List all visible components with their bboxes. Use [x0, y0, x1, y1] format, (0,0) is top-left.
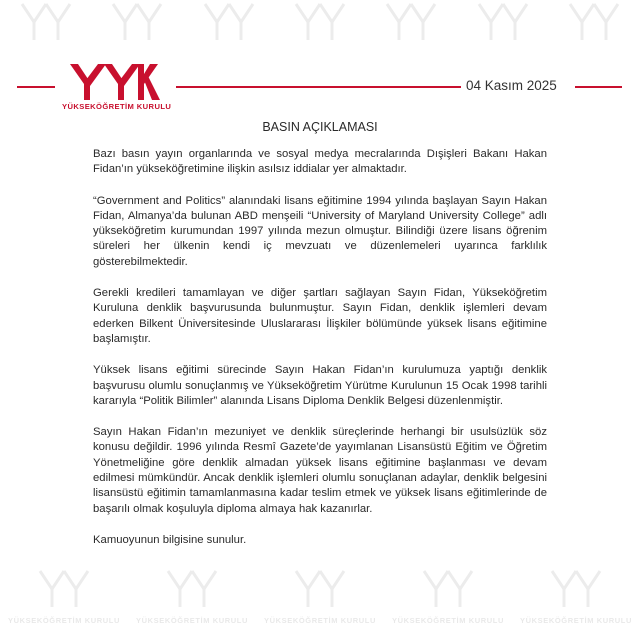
- letterhead: [0, 62, 640, 114]
- watermark-text: YÜKSEKÖĞRETİM KURULU: [7, 616, 120, 625]
- watermark-text: YÜKSEKÖĞRETİM KURULU: [135, 616, 248, 625]
- paragraph-4: Yüksek lisans eğitimi sürecinde Sayın Hakan Fidan’ın kurulumuza yaptığı denklik başvurusu olumlu sonuçlanmış ve Yükseköğretim Yürütme Kurulunun 15 Ocak 1998 tarihli kararıyla “Politik Bilimler” alanında Lisans Diploma Denklik Belgesi düzenlenmiştir.: [93, 364, 547, 407]
- watermark-text: YÜKSEKÖĞRETİM KURULU: [263, 616, 376, 625]
- document-body: [93, 147, 547, 564]
- document-date: 04 Kasım 2025: [466, 78, 557, 93]
- header-rule-far: [575, 86, 622, 88]
- paragraph-5: Sayın Hakan Fidan’ın mezuniyet ve denklik süreçlerinde herhangi bir usulsüzlük söz konusu değildir. 1996 yılında Resmî Gazete’de yayımlanan Lisansüstü Eğitim ve Öğretim Yönetmeliğine göre denklik almadan yüksek lisans eğitimine başlanması ve devam edilmesi mümkündür. Ancak denklik işlemleri olumlu sonuçlanan adaylar, denklik belgesini lisansüstü eğitimin tamamlanmasına kadar teslim etmek ve yüksek lisans eğitimlerinde de başarılı olmak koşuluyla diploma almaya hak kazanırlar.: [93, 426, 547, 515]
- watermark-bottom: [0, 569, 640, 629]
- yok-logo-icon: [64, 64, 160, 102]
- document-title: BASIN AÇIKLAMASI: [262, 120, 378, 134]
- yok-watermark-icon: [477, 2, 529, 47]
- header-rule-left: [17, 86, 55, 88]
- yok-watermark-icon: [568, 2, 620, 47]
- yok-watermark-icon: [38, 569, 90, 614]
- yok-watermark-icon: [294, 569, 346, 614]
- header-rule-right: [176, 86, 461, 88]
- yok-watermark-icon: [550, 569, 602, 614]
- yok-watermark-icon: [111, 2, 163, 47]
- yok-watermark-icon: [294, 2, 346, 47]
- yok-watermark-icon: [385, 2, 437, 47]
- logo-text: YÜKSEKÖĞRETİM KURULU: [62, 102, 172, 111]
- paragraph-3: Gerekli kredileri tamamlayan ve diğer şartları sağlayan Sayın Fidan, Yükseköğretim Kuruluna denklik başvurusunda bulunmuştur. Sayın Fidan, denklik işlemleri devam ederken Bilkent Üniversitesinde Uluslararası İlişkiler bölümünde yüksek lisans eğitimine başlamıştır.: [93, 287, 547, 345]
- yok-watermark-icon: [422, 569, 474, 614]
- paragraph-1: Bazı basın yayın organlarında ve sosyal medya mecralarında Dışişleri Bakanı Hakan Fidan’ın yükseköğretimine ilişkin asılsız iddialar yer almaktadır.: [93, 148, 547, 176]
- yok-watermark-icon: [203, 2, 255, 47]
- yok-watermark-icon: [20, 2, 72, 47]
- watermark-text: YÜKSEKÖĞRETİM KURULU: [519, 616, 632, 625]
- paragraph-6: Kamuoyunun bilgisine sunulur.: [93, 533, 247, 546]
- watermark-top: [0, 0, 640, 48]
- paragraph-2: “Government and Politics” alanındaki lisans eğitimine 1994 yılında başlayan Sayın Hakan Fidan, Almanya’da bulunan ABD menşeili “University of Maryland University College” adlı yükseköğretim kurumundan 1997 yılında mezun olmuştur. Bilindiği üzere lisans öğrenim süreleri her ülkenin kendi iç mevzuatı ve düzenlemeleri uyarınca farklılık gösterebilmektedir.: [93, 194, 547, 268]
- yok-logo: [62, 64, 172, 116]
- watermark-text: YÜKSEKÖĞRETİM KURULU: [391, 616, 504, 625]
- yok-watermark-icon: [166, 569, 218, 614]
